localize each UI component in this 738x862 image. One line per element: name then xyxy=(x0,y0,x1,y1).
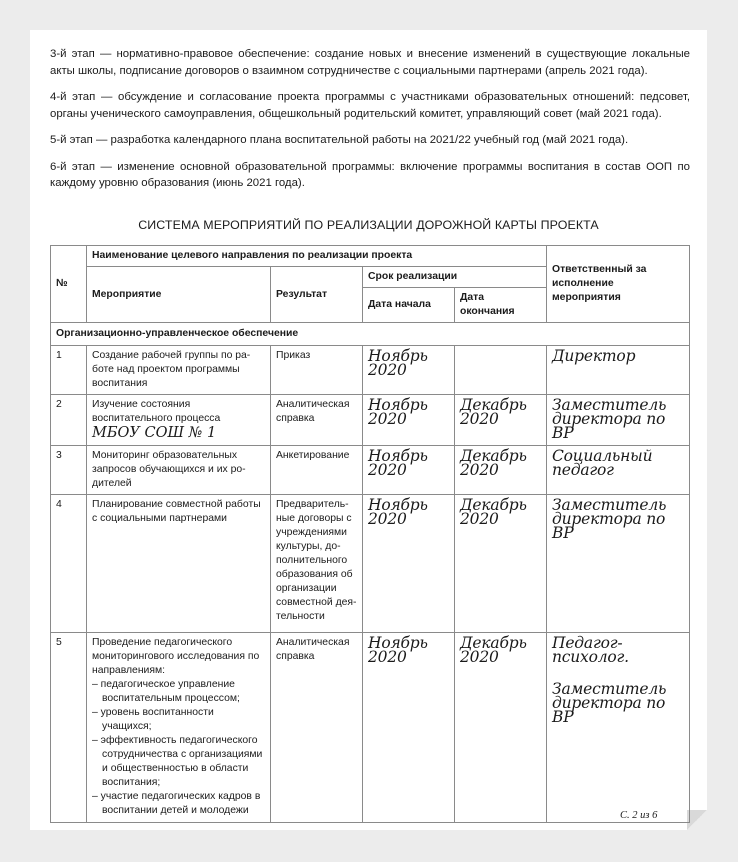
row-responsible: Заместитель директора по ВР xyxy=(547,495,690,633)
row-result: Аналитическая справка xyxy=(271,633,363,823)
list-item: – педагогическое управление воспитательным процессом; xyxy=(92,679,240,704)
header-start-date: Дата начала xyxy=(363,288,455,323)
row-end-date xyxy=(455,346,547,395)
row-responsible: Директор xyxy=(547,346,690,395)
row-num: 5 xyxy=(51,633,87,823)
table-row xyxy=(51,346,690,395)
table-row xyxy=(51,395,690,446)
row-start-date: Ноябрь 2020 xyxy=(363,395,455,446)
row-activity-text: Изучение состояния воспитательного процесса xyxy=(92,399,221,424)
row-result: Предваритель-ные договоры с учреждениями культуры, до-полнительного образования об организации совместной дея-тельности xyxy=(271,495,363,633)
row-responsible-primary: Педагог-психолог. xyxy=(552,634,629,666)
row-num: 3 xyxy=(51,446,87,495)
header-end-date: Дата окончания xyxy=(455,288,547,323)
list-item: – уровень воспитанности учащихся; xyxy=(92,707,214,732)
row-responsible: Социальный педагог xyxy=(547,446,690,495)
row-end-date: Декабрь 2020 xyxy=(455,495,547,633)
list-item: – эффективность педагогического сотрудничества с организациями и общественностью в области воспитания; xyxy=(92,735,263,788)
paragraph-stage-5: 5-й этап — разработка календарного плана воспитательной работы на 2021/22 учебный год (май 2021 года). xyxy=(50,134,629,146)
row-activity: Создание рабочей группы по ра-боте над проектом программы воспитания xyxy=(87,346,271,395)
row-activity xyxy=(87,395,271,446)
header-num: № xyxy=(51,246,87,323)
row-activity xyxy=(87,633,271,823)
page-number: С. 2 из 6 xyxy=(620,810,658,821)
row-num: 2 xyxy=(51,395,87,446)
row-start-date: Ноябрь 2020 xyxy=(363,633,455,823)
header-term: Срок реализации xyxy=(363,267,547,288)
table-title: СИСТЕМА МЕРОПРИЯТИЙ ПО РЕАЛИЗАЦИИ ДОРОЖНОЙ КАРТЫ ПРОЕКТА xyxy=(138,218,599,232)
row-result: Приказ xyxy=(271,346,363,395)
row-activity-handwritten-school: МБОУ СОШ № 1 xyxy=(92,425,217,441)
paragraph-stage-3: 3-й этап — нормативно-правовое обеспечение: создание новых и внесение изменений в существующие локальные акты школы, подписание договоров о взаимном сотрудничестве с социальными партнерами (апрель 2021 года). xyxy=(50,48,690,77)
row-start-date: Ноябрь 2020 xyxy=(363,446,455,495)
row-end-date: Декабрь 2020 xyxy=(455,395,547,446)
row-num: 4 xyxy=(51,495,87,633)
roadmap-table xyxy=(50,245,690,823)
row-start-date: Ноябрь 2020 xyxy=(363,495,455,633)
row-start-date: Ноябрь 2020 xyxy=(363,346,455,395)
table-row xyxy=(51,446,690,495)
paragraph-stage-6: 6-й этап — изменение основной образовательной программы: включение программы воспитания в состав ООП по каждому уровню образования (июнь 2021 года). xyxy=(50,160,690,189)
row-num: 1 xyxy=(51,346,87,395)
table-row xyxy=(51,495,690,633)
row-responsible xyxy=(547,633,690,823)
intro-paragraphs xyxy=(50,46,690,202)
header-result: Результат xyxy=(271,267,363,323)
list-item: – участие педагогических кадров в воспитании детей и молодежи xyxy=(92,791,261,816)
row-end-date: Декабрь 2020 xyxy=(455,633,547,823)
activity-directions-list xyxy=(92,678,265,818)
page-fold-corner xyxy=(687,810,707,830)
table-row xyxy=(51,633,690,823)
row-activity-intro: Проведение педагогического мониторингового исследования по направлениям: xyxy=(92,637,260,676)
row-end-date: Декабрь 2020 xyxy=(455,446,547,495)
row-activity: Планирование совместной работы с социальными партнерами xyxy=(87,495,271,633)
row-responsible-secondary: Заместитель директора по ВР xyxy=(552,680,667,726)
header-direction: Наименование целевого направления по реализации проекта xyxy=(87,246,547,267)
row-activity: Мониторинг образовательных запросов обучающихся и их ро-дителей xyxy=(87,446,271,495)
header-activity: Мероприятие xyxy=(87,267,271,323)
paragraph-stage-4: 4-й этап — обсуждение и согласование проекта программы с участниками образовательных отношений: педсовет, органы ученического самоуправления, общешкольный родительский комитет, управляющий совет (май 2021 года). xyxy=(50,91,690,120)
header-responsible: Ответственный за исполнение мероприятия xyxy=(547,246,690,323)
row-result: Аналитическая справка xyxy=(271,395,363,446)
row-result: Анкетирование xyxy=(271,446,363,495)
row-responsible: Заместитель директора по ВР xyxy=(547,395,690,446)
section-row-organizational: Организационно-управленческое обеспечение xyxy=(51,323,690,346)
